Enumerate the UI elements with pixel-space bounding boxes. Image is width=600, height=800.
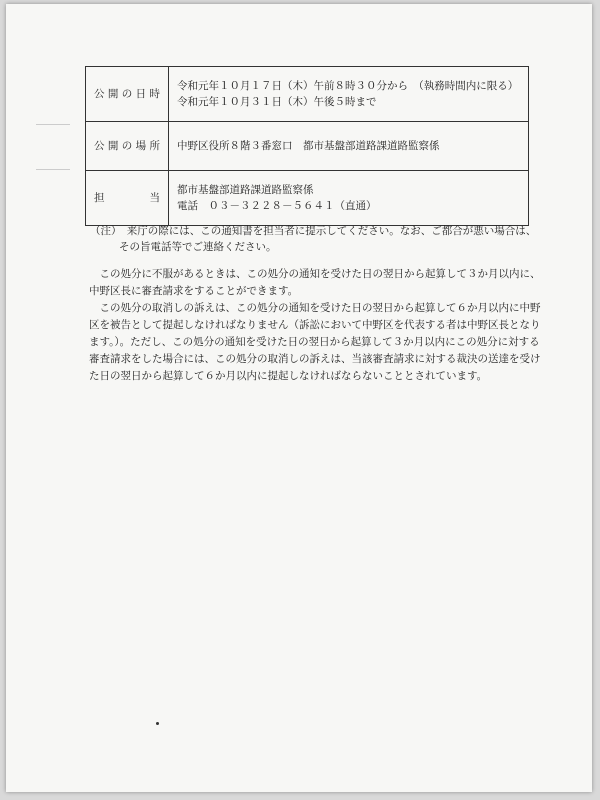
lawsuit-paragraph: この処分の取消しの訴えは、この処分の通知を受けた日の翌日から起算して６か月以内に中野区を被告として提起しなければなりません（訴訟において中野区を代表する者は中野区長となります。）。ただし、この処分の通知を受けた日の翌日から起算して３か月以内にこの処分に対する審査請求をした場合には、この処分の取消しの訴えは、当該審査請求に対する裁決の送達を受けた日の翌日から起算して６か月以内に提起しなければならないこととされています。	[89, 302, 541, 382]
speck	[156, 722, 159, 725]
faint-mark	[36, 169, 70, 170]
date-label: 公 開 の 日 時	[86, 67, 169, 122]
contact-row	[86, 171, 529, 226]
disclosure-info-table	[85, 66, 529, 226]
contact-value	[169, 171, 529, 226]
date-value	[169, 67, 529, 122]
place-label: 公 開 の 場 所	[86, 122, 169, 171]
place-value: 中野区役所８階３番窓口 都市基盤部道路課道路監察係	[169, 122, 529, 171]
date-row	[86, 67, 529, 122]
faint-mark	[36, 124, 70, 125]
date-start: 令和元年１０月１７日（木）午前８時３０分から （執務時間内に限る）	[177, 80, 519, 92]
note-line-1: （注） 来庁の際には、この通知書を担当者に提示してください。なお、ご都合が悪い場合は、	[90, 225, 537, 237]
appeal-paragraph: この処分に不服があるときは、この処分の通知を受けた日の翌日から起算して３か月以内に、中野区長に審査請求をすることができます。	[89, 268, 541, 297]
note-line-2: その旨電話等でご連絡ください。	[119, 241, 277, 253]
contact-department: 都市基盤部道路課道路監察係	[177, 184, 314, 196]
legal-notice	[89, 266, 541, 385]
document-page	[6, 4, 592, 792]
contact-label: 担 当	[86, 171, 169, 226]
note-block	[90, 223, 540, 255]
place-row	[86, 122, 529, 171]
date-end: 令和元年１０月３１日（木）午後５時まで	[177, 96, 377, 108]
contact-phone: 電話 ０３－３２２８－５６４１（直通）	[177, 200, 377, 212]
